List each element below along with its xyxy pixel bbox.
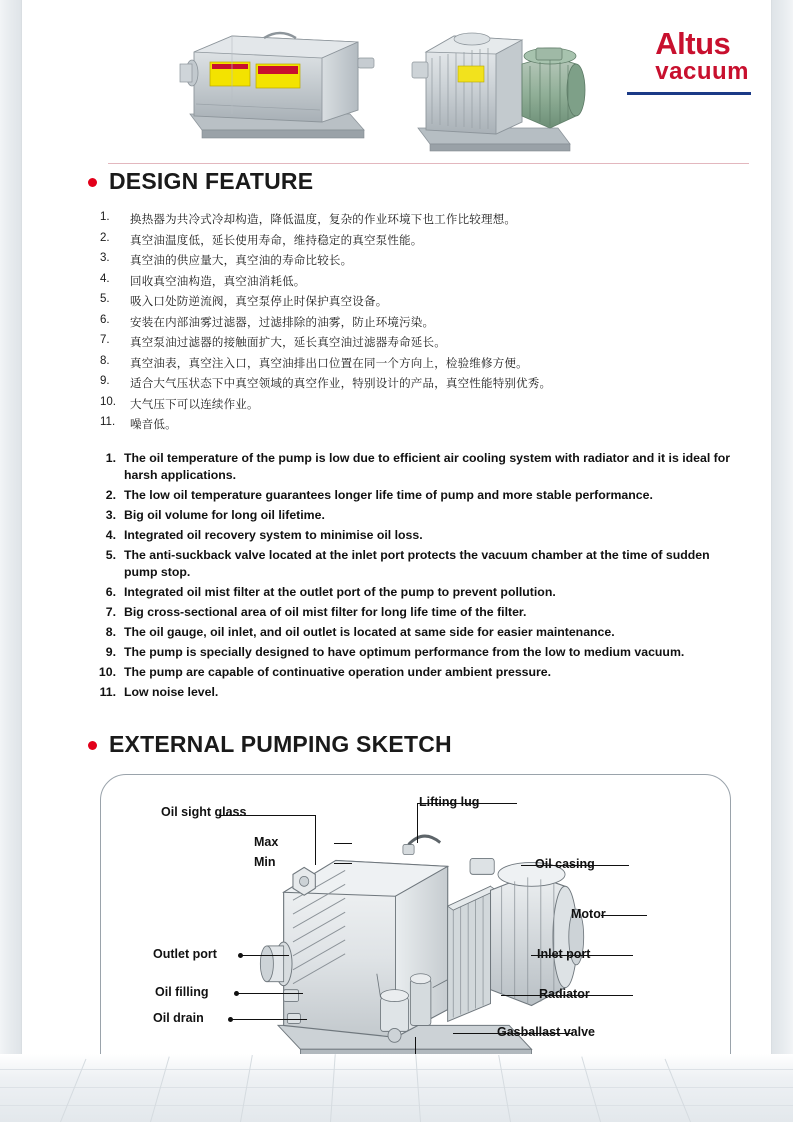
list-item [98,547,741,580]
leader-line-max [334,843,352,844]
english-feature-list [22,450,771,701]
label-oil-casing: Oil casing [535,856,595,871]
list-item [98,527,741,544]
brand-underline [627,92,751,95]
leader-line-min [334,863,352,864]
list-item [100,211,771,227]
label-lifting-lug: Lifting lug [419,794,480,809]
list-item-text: 换热器为共冷式冷却构造，降低温度，复杂的作业环境下也工作比较理想。 [130,214,517,226]
list-item-number: 7. [100,334,110,346]
list-item [100,375,771,391]
list-item-number: 2. [105,487,116,502]
list-item [98,624,741,641]
brand-logo [655,28,749,84]
bullet-dot-icon [88,178,97,187]
list-item [100,252,771,268]
list-item-text: 真空油的供应量大，真空油的寿命比较长。 [130,255,353,267]
label-outlet-port: Outlet port [153,946,217,961]
list-item [98,584,741,601]
page-content [22,0,771,1122]
list-item [98,604,741,621]
list-item-text: The pump is specially designed to have optimum performance from the low to medium vacuum. [124,644,685,659]
label-max: Max [254,834,279,849]
leader-dot-oil-drain [228,1017,233,1022]
list-item-number: 2. [100,231,110,244]
product-photo-pump-with-motor [400,12,595,160]
list-item [98,644,741,661]
page-header [22,0,771,168]
list-item-text: 真空油温度低，延长使用寿命，维持稳定的真空泵性能。 [130,234,423,247]
list-item-number: 6. [105,584,116,599]
label-radiator: Radiator [539,986,590,1001]
list-item-number: 6. [100,313,110,326]
list-item [100,396,771,412]
list-item-number: 8. [105,624,116,639]
chinese-feature-list [22,211,771,432]
leader-dot-outlet [238,953,243,958]
list-item-number: 3. [100,252,110,264]
list-item-text: The pump are capable of continuative operation under ambient pressure. [124,665,552,680]
list-item [98,684,741,701]
brand-name-line1: Altus [655,26,731,61]
list-item [100,314,771,330]
list-item-number: 1. [105,451,116,465]
section-heading-external-pumping-sketch [22,731,771,758]
list-item-number: 1. [100,211,110,223]
list-item-number: 11. [100,416,116,428]
list-item [100,355,771,371]
leader-line-oil-drain [231,1019,307,1020]
label-oil-sight-glass: Oil sight glass [161,804,247,819]
list-item [100,334,771,350]
label-inlet-port: Inlet port [537,946,591,961]
list-item-text: The low oil temperature guarantees longer life time of pump and more stable performance. [124,487,653,502]
list-item-number: 9. [105,644,116,659]
list-item-text: 安装在内部油雾过滤器，过滤排除的油雾，防止环境污染。 [130,316,435,329]
right-edge-band [771,0,793,1122]
list-item [98,450,741,483]
list-item-number: 10. [98,665,116,680]
list-item-text: Big oil volume for long oil lifetime. [124,507,325,522]
list-item-text: Big cross-sectional area of oil mist filter for long life time of the filter. [124,604,527,619]
list-item-text: 回收真空油构造，真空油消耗低。 [130,275,306,288]
list-item [100,416,771,432]
list-item [100,293,771,309]
list-item-text: The oil gauge, oil inlet, and oil outlet is located at same side for easier maintenance. [124,624,615,639]
leader-line-outlet-port [241,955,289,956]
header-divider [108,163,749,164]
list-item-text: The oil temperature of the pump is low due to efficient air cooling system with radiator and it is ideal for harsh applications. [124,451,731,482]
list-item-text: The anti-suckback valve located at the inlet port protects the vacuum chamber at the time of sudden pump stop. [124,547,710,579]
list-item-text: Integrated oil mist filter at the outlet port of the pump to prevent pollution. [124,584,556,599]
brand-name-line2: vacuum [655,58,749,85]
left-edge-band [0,0,22,1122]
list-item-text: 吸入口处防逆流阀，真空泵停止时保护真空设备。 [130,296,388,308]
list-item-text: 适合大气压状态下中真空领域的真空作业，特别设计的产品，真空性能特别优秀。 [130,378,552,390]
list-item [98,664,741,681]
list-item-text: 真空油表，真空注入口，真空油排出口位置在同一个方向上，检验维修方便。 [130,357,528,370]
list-item-number: 5. [105,547,116,562]
list-item-number: 5. [100,293,110,305]
list-item [100,232,771,248]
leader-line-oil-sight-glass-vert [315,815,316,865]
label-motor: Motor [571,906,606,921]
label-oil-filling: Oil filling [155,984,209,999]
list-item-number: 9. [100,375,110,387]
leader-dot-oil-filling [234,991,239,996]
leader-line-oil-filling [237,993,303,994]
label-gasballast-valve: Gasballast valve [497,1024,595,1039]
list-item-text: Low noise level. [124,685,219,700]
list-item-text: 真空泵油过滤器的接触面扩大，延长真空油过滤器寿命延长。 [130,337,446,349]
list-item [98,507,741,524]
section-heading-design-feature [22,168,771,195]
label-min: Min [254,854,276,869]
list-item [100,273,771,289]
page-footer-floor [0,1054,793,1122]
sketch-diagram-panel [100,774,731,1092]
list-item-text: 大气压下可以连续作业。 [130,398,259,411]
list-item-text: 噪音低。 [130,419,177,431]
leader-line-motor [601,915,647,916]
label-oil-drain: Oil drain [153,1010,204,1025]
list-item [98,487,741,504]
list-item-text: Integrated oil recovery system to minimise oil loss. [124,527,423,542]
section-title: DESIGN FEATURE [109,168,314,194]
list-item-number: 3. [105,507,116,522]
list-item-number: 10. [100,395,116,408]
list-item-number: 8. [100,354,110,367]
product-photo-horizontal-pump [172,18,382,158]
section-title: EXTERNAL PUMPING SKETCH [109,730,452,757]
bullet-dot-icon [88,741,97,750]
list-item-number: 4. [100,272,110,285]
leader-line-lifting-lug-vert [417,803,418,843]
list-item-number: 4. [105,527,116,542]
list-item-number: 7. [105,604,116,619]
list-item-number: 11. [99,685,116,700]
